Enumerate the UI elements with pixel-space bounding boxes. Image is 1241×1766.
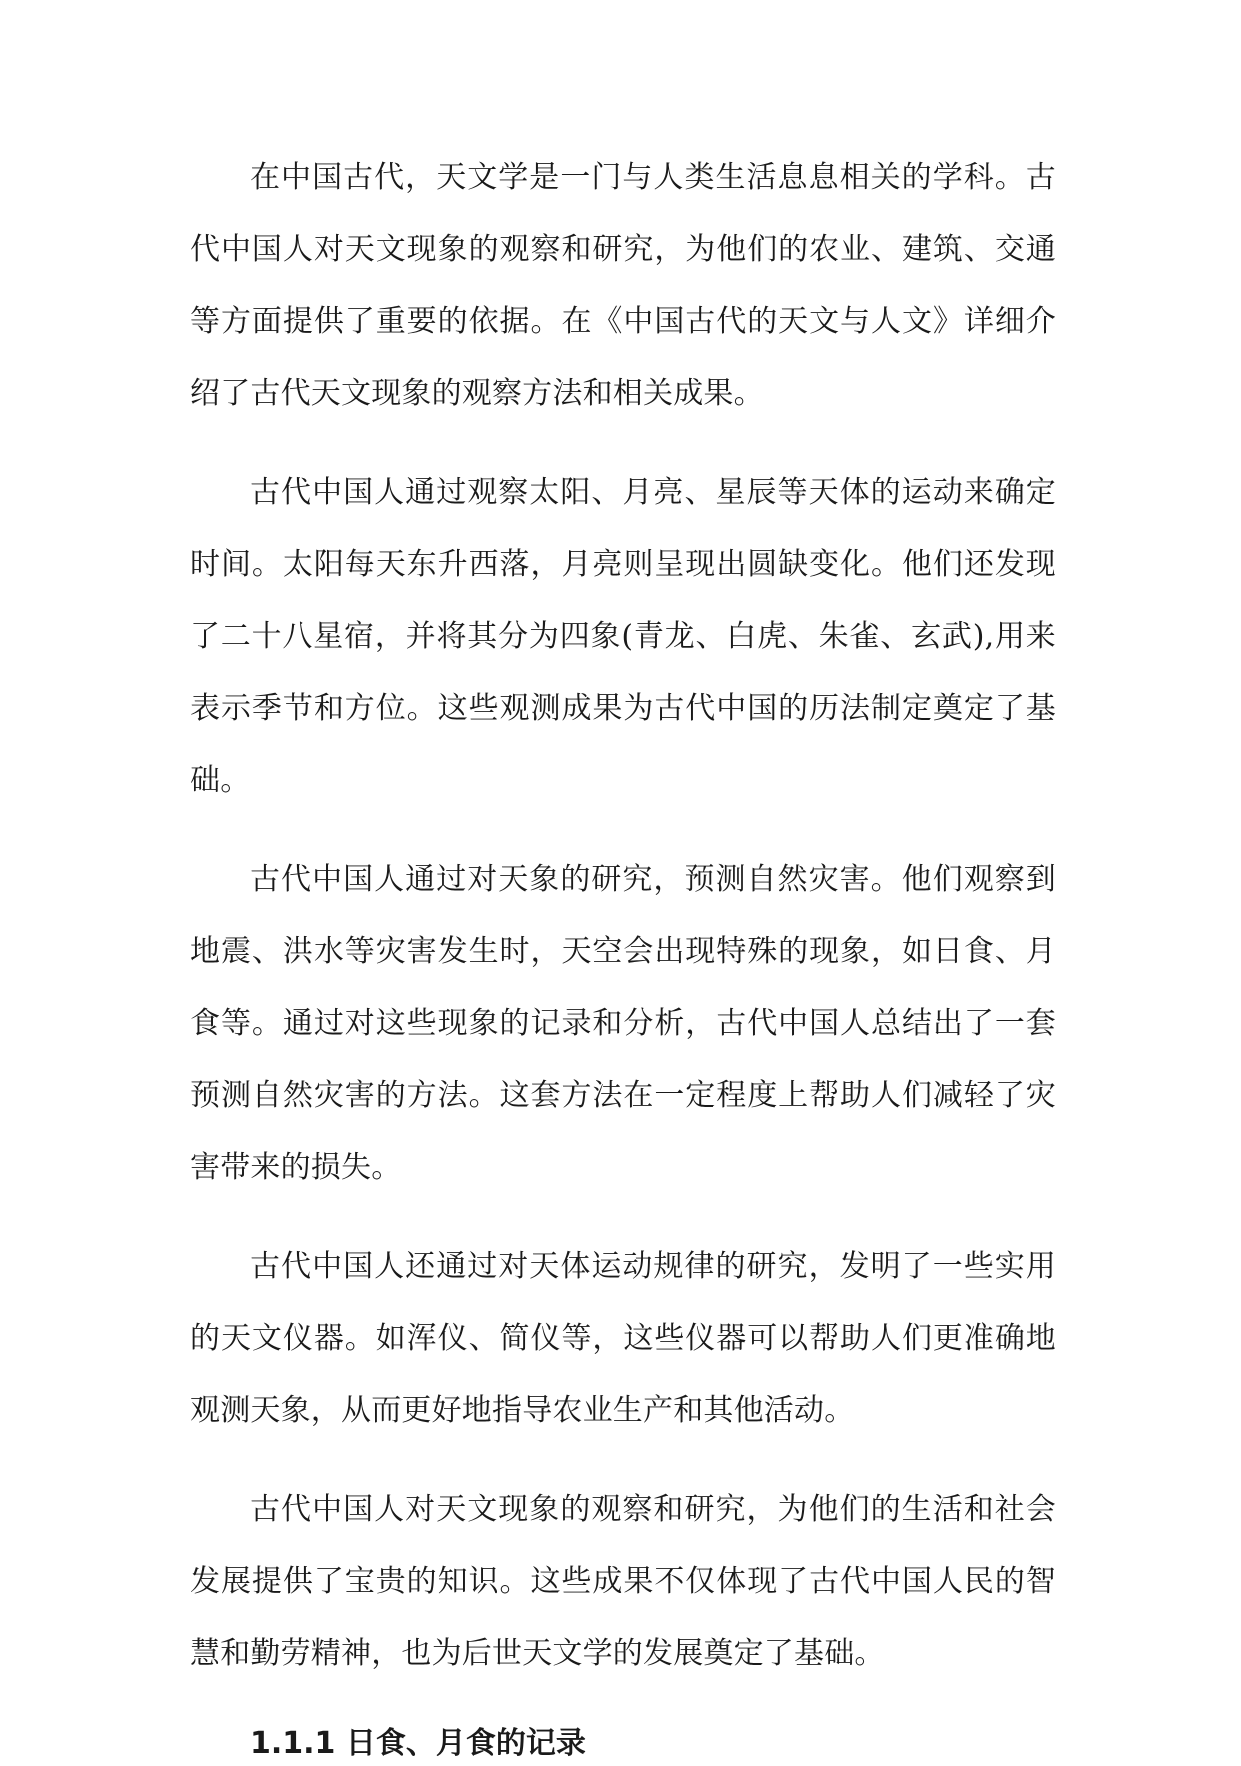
paragraph-3: 古代中国人通过对天象的研究，预测自然灾害。他们观察到地震、洪水等灾害发生时，天空会出现特殊的现象，如日食、月食等。通过对这些现象的记录和分析，古代中国人总结出了一套预测自然灾害的方法。这套方法在一定程度上帮助人们减轻了灾害带来的损失。	[190, 862, 1056, 1185]
paragraph-1: 在中国古代，天文学是一门与人类生活息息相关的学科。古代中国人对天文现象的观察和研究，为他们的农业、建筑、交通等方面提供了重要的依据。在《中国古代的天文与人文》详细介绍了古代天文现象的观察方法和相关成果。	[190, 160, 1056, 411]
section-heading: 1.1.1 日食、月食的记录	[250, 1726, 586, 1761]
paragraph-5: 古代中国人对天文现象的观察和研究，为他们的生活和社会发展提供了宝贵的知识。这些成果不仅体现了古代中国人民的智慧和勤劳精神，也为后世天文学的发展奠定了基础。	[190, 1492, 1056, 1671]
paragraph-2: 古代中国人通过观察太阳、月亮、星辰等天体的运动来确定时间。太阳每天东升西落，月亮则呈现出圆缺变化。他们还发现了二十八星宿，并将其分为四象(青龙、白虎、朱雀、玄武),用来表示季节和方位。这些观测成果为古代中国的历法制定奠定了基础。	[190, 475, 1056, 798]
document-body	[190, 142, 1056, 1766]
paragraph-4: 古代中国人还通过对天体运动规律的研究，发明了一些实用的天文仪器。如浑仪、简仪等，这些仪器可以帮助人们更准确地观测天象，从而更好地指导农业生产和其他活动。	[190, 1249, 1056, 1428]
